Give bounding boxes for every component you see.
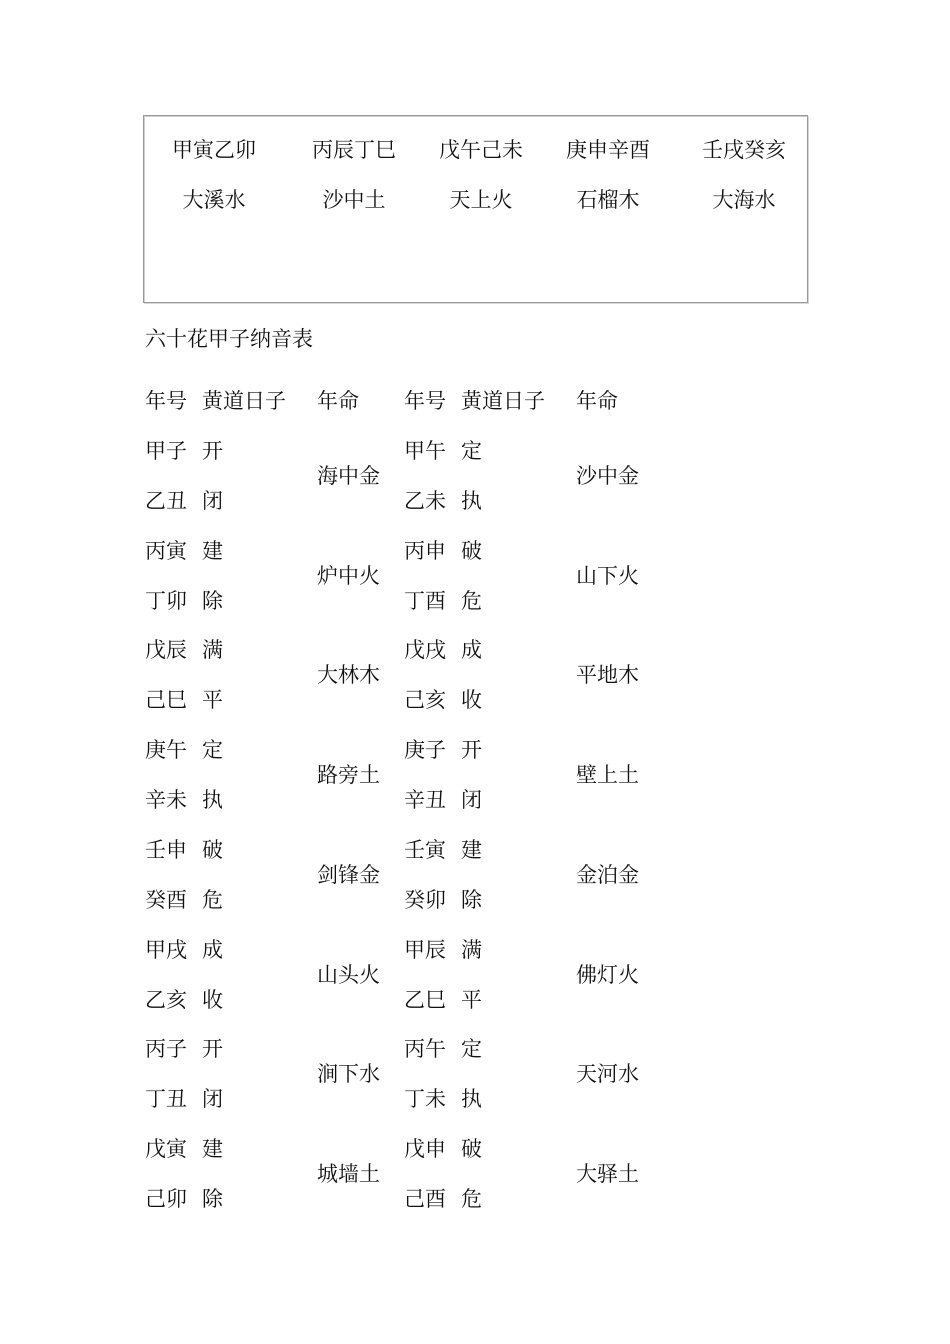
year-cell: 甲辰 — [404, 938, 446, 962]
life-cell: 剑锋金 — [317, 863, 380, 887]
day-cell: 破 — [202, 838, 223, 862]
life-cell: 山下火 — [576, 564, 639, 588]
day-cell: 成 — [461, 638, 482, 662]
day-cell: 定 — [202, 738, 223, 762]
day-cell: 闭 — [202, 489, 223, 513]
header-life-right: 年命 — [576, 389, 618, 413]
day-cell: 建 — [202, 1137, 223, 1161]
header-life-left: 年命 — [317, 389, 359, 413]
year-cell: 庚子 — [404, 738, 446, 762]
year-cell: 辛丑 — [404, 788, 446, 812]
year-cell: 己酉 — [404, 1187, 446, 1211]
life-cell: 沙中金 — [576, 464, 639, 488]
nayin-group-4: 石榴木 — [576, 188, 640, 212]
year-cell: 甲戌 — [145, 938, 187, 962]
year-cell: 丙子 — [145, 1037, 187, 1061]
day-cell: 危 — [461, 1187, 482, 1211]
year-cell: 乙未 — [404, 489, 446, 513]
year-cell: 丁卯 — [145, 589, 187, 613]
day-cell: 开 — [202, 1037, 223, 1061]
year-cell: 庚午 — [145, 738, 187, 762]
day-cell: 闭 — [461, 788, 482, 812]
day-cell: 平 — [202, 688, 223, 712]
day-cell: 除 — [202, 1187, 223, 1211]
year-cell: 丙申 — [404, 539, 446, 563]
day-cell: 执 — [461, 1087, 482, 1111]
header-year-right: 年号 — [404, 389, 446, 413]
day-cell: 满 — [461, 938, 482, 962]
life-cell: 城墙土 — [317, 1162, 380, 1186]
table-title: 六十花甲子纳音表 — [145, 327, 313, 351]
day-cell: 执 — [461, 489, 482, 513]
day-cell: 破 — [461, 1137, 482, 1161]
life-cell: 壁上土 — [576, 763, 639, 787]
header-year-left: 年号 — [145, 389, 187, 413]
year-cell: 甲子 — [145, 439, 187, 463]
day-cell: 平 — [461, 988, 482, 1012]
day-cell: 满 — [202, 638, 223, 662]
day-cell: 成 — [202, 938, 223, 962]
day-cell: 除 — [202, 589, 223, 613]
day-cell: 收 — [461, 688, 482, 712]
year-cell: 己卯 — [145, 1187, 187, 1211]
day-cell: 定 — [461, 1037, 482, 1061]
year-cell: 癸酉 — [145, 888, 187, 912]
nayin-group-2: 沙中土 — [322, 188, 386, 212]
life-cell: 大驿土 — [576, 1162, 639, 1186]
year-cell: 乙巳 — [404, 988, 446, 1012]
day-cell: 开 — [461, 738, 482, 762]
header-day-right: 黄道日子 — [461, 389, 545, 413]
day-cell: 建 — [461, 838, 482, 862]
day-cell: 收 — [202, 988, 223, 1012]
day-cell: 执 — [202, 788, 223, 812]
day-cell: 定 — [461, 439, 482, 463]
life-cell: 涧下水 — [317, 1062, 380, 1086]
ganzhi-group-1: 甲寅乙卯 — [172, 138, 256, 162]
life-cell: 路旁土 — [317, 763, 380, 787]
year-cell: 戊寅 — [145, 1137, 187, 1161]
year-cell: 戊辰 — [145, 638, 187, 662]
life-cell: 佛灯火 — [576, 963, 639, 987]
year-cell: 辛未 — [145, 788, 187, 812]
day-cell: 除 — [461, 888, 482, 912]
year-cell: 丙午 — [404, 1037, 446, 1061]
nayin-summary-box — [143, 115, 808, 303]
life-cell: 大林木 — [317, 663, 380, 687]
year-cell: 甲午 — [404, 439, 446, 463]
year-cell: 戊戌 — [404, 638, 446, 662]
year-cell: 壬寅 — [404, 838, 446, 862]
ganzhi-group-2: 丙辰丁巳 — [312, 138, 396, 162]
life-cell: 平地木 — [576, 663, 639, 687]
life-cell: 天河水 — [576, 1062, 639, 1086]
year-cell: 己巳 — [145, 688, 187, 712]
header-day-left: 黄道日子 — [202, 389, 286, 413]
year-cell: 乙亥 — [145, 988, 187, 1012]
year-cell: 丁酉 — [404, 589, 446, 613]
ganzhi-group-3: 戊午己未 — [439, 138, 523, 162]
life-cell: 金泊金 — [576, 863, 639, 887]
nayin-group-1: 大溪水 — [182, 188, 246, 212]
day-cell: 开 — [202, 439, 223, 463]
life-cell: 海中金 — [317, 464, 380, 488]
year-cell: 癸卯 — [404, 888, 446, 912]
day-cell: 危 — [461, 589, 482, 613]
nayin-group-5: 大海水 — [712, 188, 776, 212]
year-cell: 乙丑 — [145, 489, 187, 513]
year-cell: 丙寅 — [145, 539, 187, 563]
day-cell: 闭 — [202, 1087, 223, 1111]
year-cell: 壬申 — [145, 838, 187, 862]
ganzhi-group-5: 壬戌癸亥 — [702, 138, 786, 162]
day-cell: 破 — [461, 539, 482, 563]
day-cell: 建 — [202, 539, 223, 563]
day-cell: 危 — [202, 888, 223, 912]
life-cell: 山头火 — [317, 963, 380, 987]
year-cell: 丁未 — [404, 1087, 446, 1111]
ganzhi-group-4: 庚申辛酉 — [566, 138, 650, 162]
life-cell: 炉中火 — [317, 564, 380, 588]
year-cell: 己亥 — [404, 688, 446, 712]
year-cell: 丁丑 — [145, 1087, 187, 1111]
nayin-group-3: 天上火 — [449, 188, 513, 212]
year-cell: 戊申 — [404, 1137, 446, 1161]
